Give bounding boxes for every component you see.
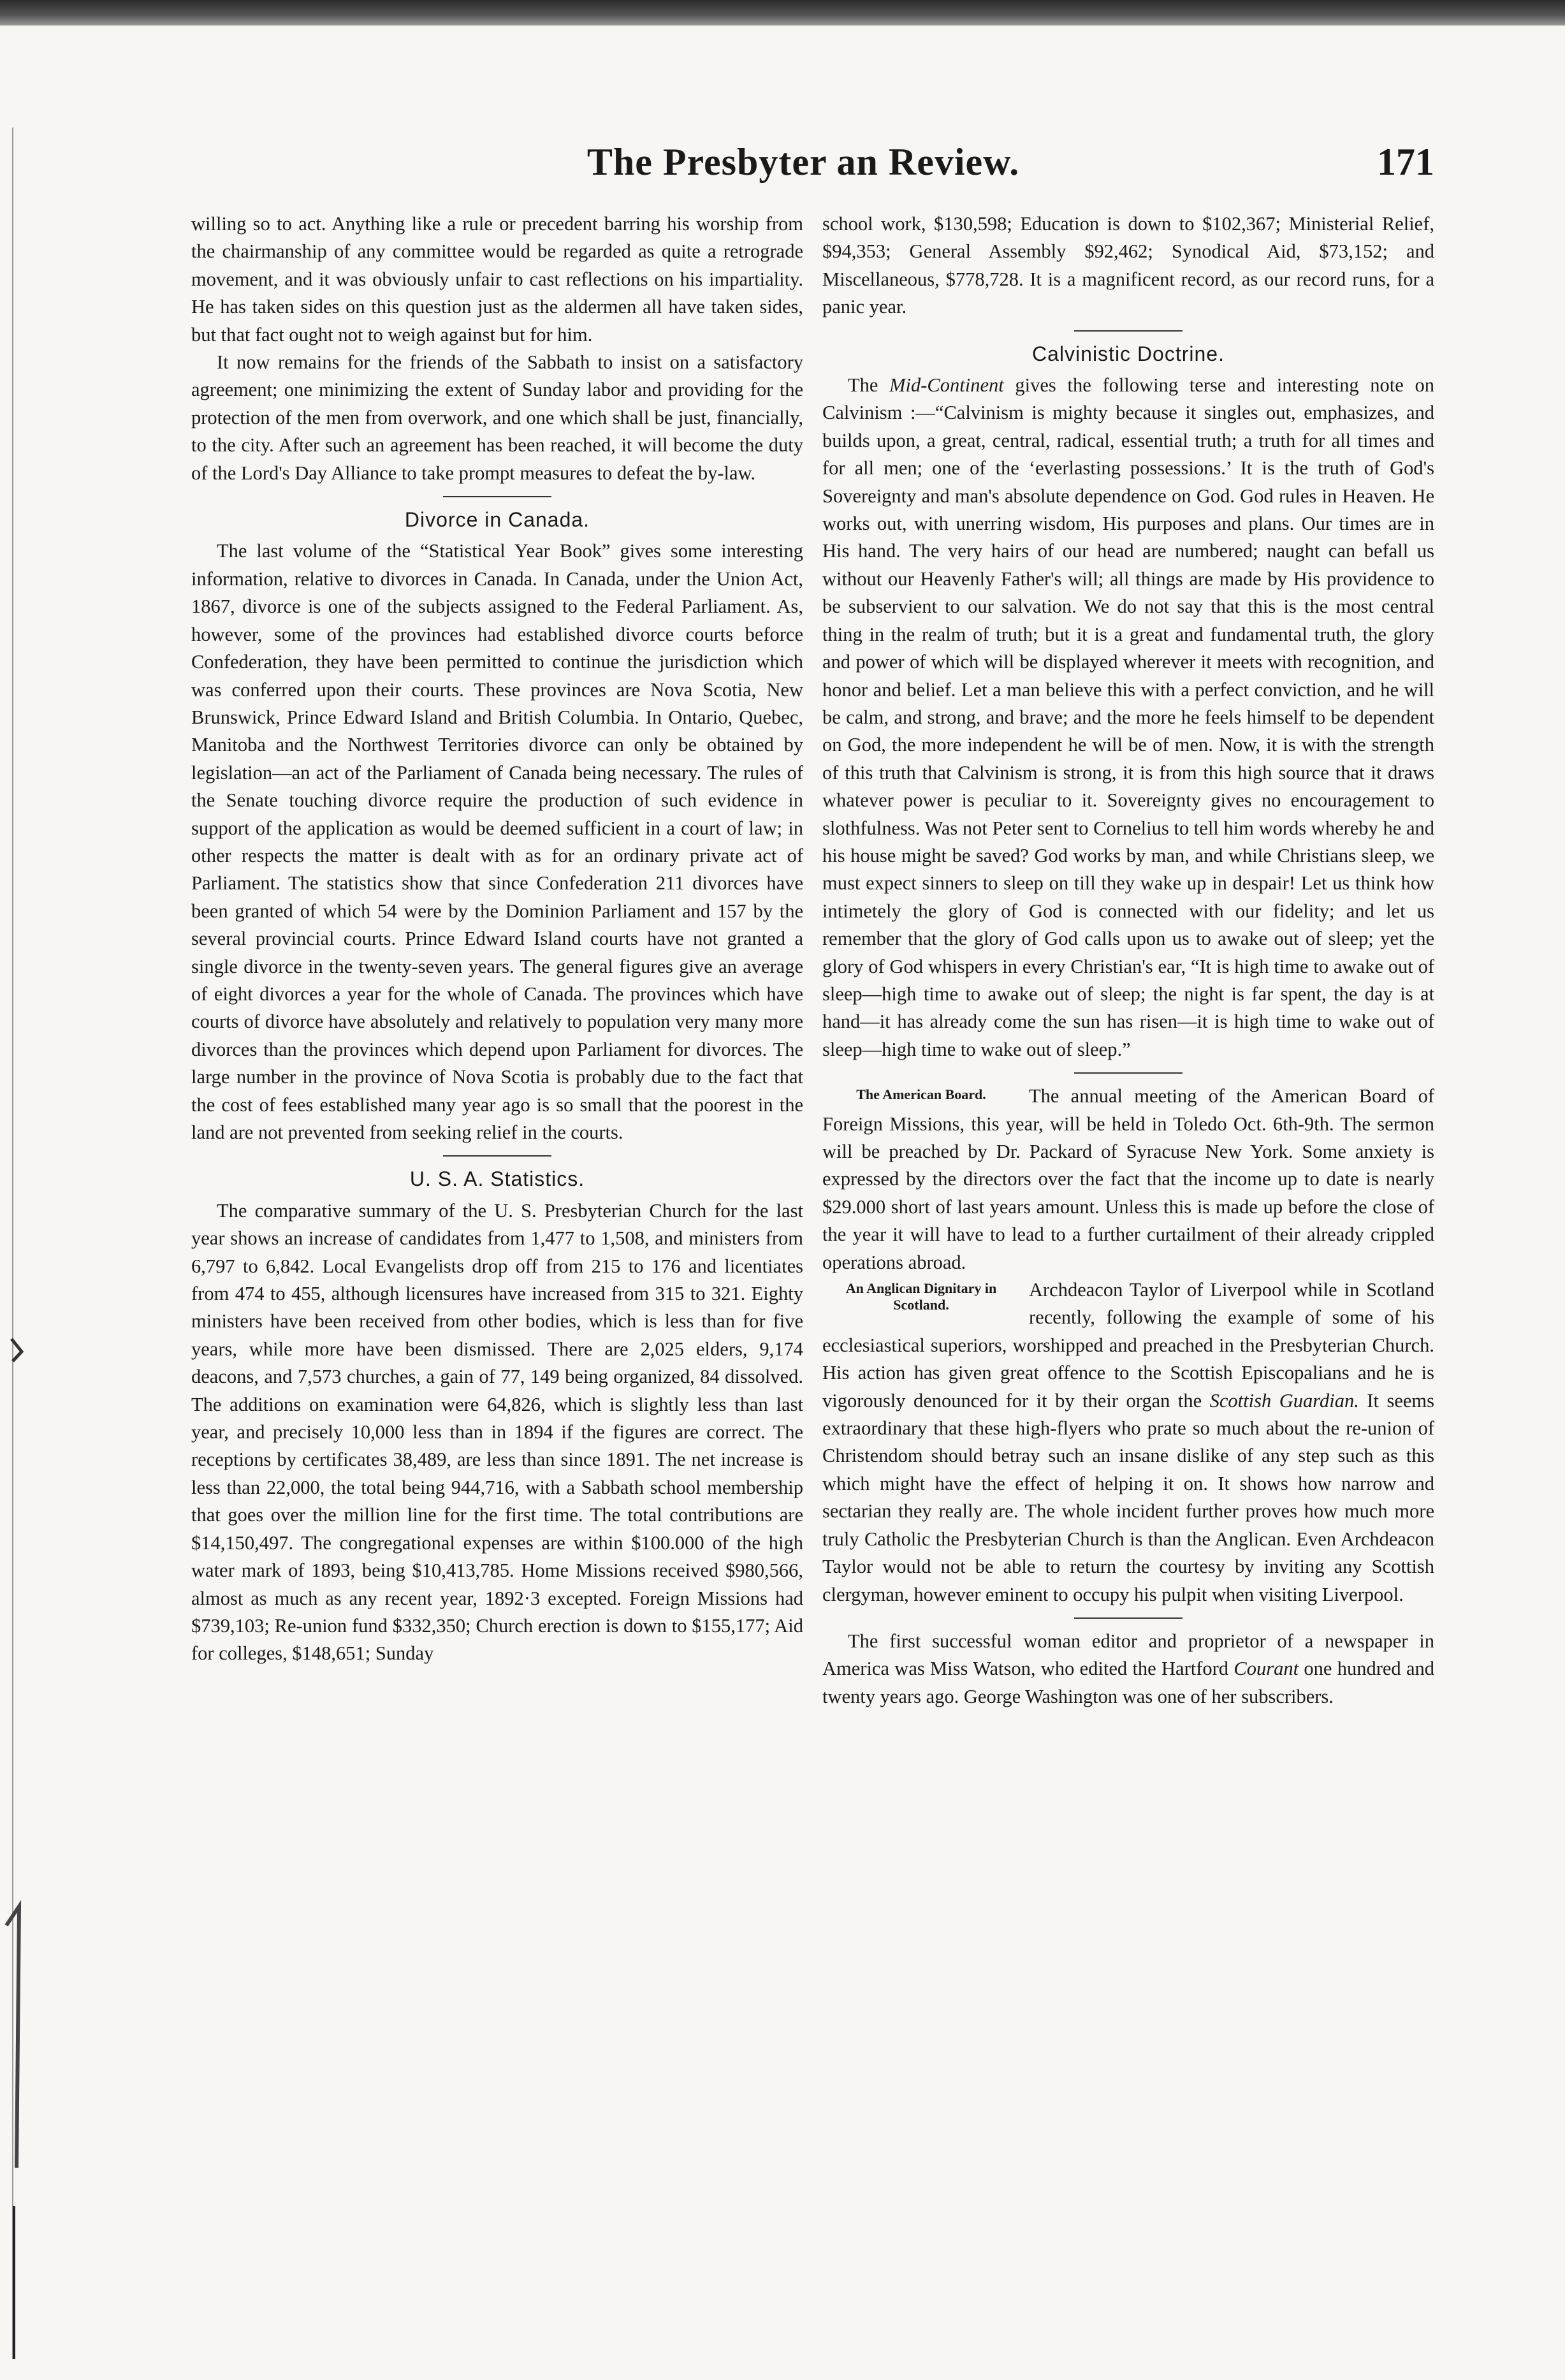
section-divider bbox=[1074, 330, 1183, 332]
scan-top-band bbox=[0, 0, 1565, 26]
page-number: 171 bbox=[1377, 141, 1434, 183]
section-divider bbox=[1074, 1617, 1183, 1619]
section-divider bbox=[1074, 1072, 1183, 1074]
paragraph bbox=[822, 1083, 1434, 1276]
paragraph bbox=[822, 1628, 1434, 1711]
side-heading: The American Board. bbox=[856, 1086, 986, 1103]
page-header bbox=[185, 140, 1434, 198]
section-heading: Calvinistic Doctrine. bbox=[1032, 342, 1225, 365]
paragraph: It now remains for the friends of the Sabbath to insist on a satisfactory agreement; one minimizing the extent of Sunday labor and providing for the protection of the men from overwork, and one which shall be just, financially, to the city. After such an agreement has been reached, it will become the duty of the Lord's Day Alliance to take prompt measures to defeat the by-law. bbox=[191, 351, 803, 484]
publication-name: Mid-Continent bbox=[889, 374, 1004, 397]
paragraph: willing so to act. Anything like a rule or precedent barring his worship from the chairmanship of any committee would be regarded as quite a retrograde movement, and it was obviously unfair to cast reflections on his impartiality. He has taken sides on this question just as the aldermen all have taken sides, but that fact ought not to weigh against but for him. bbox=[191, 213, 803, 346]
left-column bbox=[191, 210, 803, 1668]
paragraph: The comparative summary of the U. S. Presbyterian Church for the last year shows an increase of candidates from 1,477 to 1,508, and ministers from 6,797 to 6,842. Local Evangelists drop off from 215 to 176 and licentiates from 474 to 455, although licensures have increased from 315 to 321. Eighty ministers have been received from other bodies, which is less than for five years, while more have been dismissed. There are 2,025 elders, 9,174 deacons, and 7,573 churches, a gain of 77, 149 being organized, 84 dissolved. The additions on examination were 64,826, which is slightly less than last year, and precisely 10,000 less than in 1894 if the figures are correct. The receptions by certificates 38,489, are less than since 1891. The net increase is less than 22,000, the total being 944,716, with a Sabbath school membership that goes over the million line for the first time. The total contributions are $14,150,497. The congregational expenses are within $100.000 of the high water mark of 1893, being $10,413,785. Home Missions received $980,566, almost as much as any recent year, 1892·3 excepted. Foreign Missions had $739,103; Re-union fund $332,350; Church erection is down to $155,177; Aid for colleges, $148,651; Sunday bbox=[191, 1199, 803, 1665]
text-run: The first successful woman editor and proprietor of a newspaper in America was Miss Watson, who edited the Hartford bbox=[822, 1630, 1434, 1680]
side-heading: An Anglican Dignitary in Scotland. bbox=[845, 1280, 997, 1313]
section-heading: U. S. A. Statistics. bbox=[409, 1167, 585, 1191]
publication-name: Scottish Guardian. bbox=[1209, 1389, 1359, 1412]
text-run: The annual meeting of the American Board of Foreign Missions, this year, will be held in Toledo Oct. 6th-9th. The sermon will be preached by Dr. Packard of Syracuse New York. Some anxiety is expressed by the directors over the fact that the income up to date is nearly $29.000 short of last years amount. Unless this is made up before the close of the year it will have to lead to a further curtailment of their already crippled operations abroad. bbox=[822, 1085, 1434, 1273]
section-divider bbox=[443, 1155, 551, 1157]
paragraph: The last volume of the “Statistical Year Book” gives some interesting information, relative to divorces in Canada. In Canada, under the Union Act, 1867, divorce is one of the subjects assigned to the Federal Parliament. As, however, some of the provinces had established divorce courts beforce Confederation, they have been permitted to continue the jurisdiction which was conferred upon their courts. These provinces are Nova Scotia, New Brunswick, Prince Edward Island and British Columbia. In Ontario, Quebec, Manitoba and the Northwest Territories divorce can only be obtained by legislation—an act of the Parliament of Canada being necessary. The rules of the Senate touching divorce require the production of such evidence in support of the application as would be deemed sufficient in a court of law; in other respects the matter is dealt with as for an ordinary private act of Parliament. The statistics show that since Confederation 211 divorces have been granted of which 54 were by the Dominion Parliament and 157 by the several provincial courts. Prince Edward Island courts have not granted a single divorce in the twenty-seven years. The general figures give an average of eight divorces a year for the whole of Canada. The provinces which have courts of divorce have absolutely and relatively to population very many more divorces than the provinces which depend upon Parliament for divorces. The large number in the province of Nova Scotia is probably due to the fact that the cost of fees established many year ago is so small that the poorest in the land are not prevented from seeking relief in the courts. bbox=[191, 540, 803, 1143]
section-divider bbox=[443, 496, 551, 497]
text-run: Archdeacon Taylor of Liverpool while in Scotland recently, following the example of some of his ecclesiastical superiors, worshipped and preached in the Presbyterian Church. His action has given great offence to the Scottish Episcopalians and he is vigorously denounced for it by their organ the bbox=[822, 1279, 1434, 1412]
text-run: The bbox=[848, 374, 890, 397]
running-title: The Presbyter an Review. bbox=[586, 141, 1020, 183]
paragraph: school work, $130,598; Education is down to $102,367; Ministerial Relief, $94,353; General Assembly $92,462; Synodical Aid, $73,152; and Miscellaneous, $778,728. It is a magnificent record, as our record runs, for a panic year. bbox=[822, 213, 1434, 318]
text-run: one hundred and twenty years ago. George Washington was one of her subscribers. bbox=[822, 1658, 1434, 1707]
margin-scan-marks bbox=[0, 128, 45, 2359]
publication-name: Courant bbox=[1234, 1658, 1299, 1680]
text-run: It seems extraordinary that these high-flyers who prate so much about the re-union of Christendom should betray such an insane dislike of any step such as this which might have the effect of helping it on. It shows how narrow and sectarian they really are. The whole incident further proves how much more truly Catholic the Presbyterian Church is than the Anglican. Even Archdeacon Taylor would not be able to return the courtesy by inviting any Scottish clergyman, however eminent to occupy his pulpit when visiting Liverpool. bbox=[822, 1389, 1434, 1605]
paragraph bbox=[822, 372, 1434, 1063]
section-heading: Divorce in Canada. bbox=[404, 508, 590, 532]
text-run: gives the following terse and interesting note on Calvinism :—“Calvinism is mighty because it singles out, emphasizes, and builds upon, a great, central, radical, essential truth; a truth for all times and for all men; one of the ‘everlasting possessions.’ It is the truth of God's Sovereignty and man's absolute dependence on God. God rules in Heaven. He works out, with unerring wisdom, His purposes and plans. Our times are in His hand. The very hairs of our head are numbered; naught can befall us without our Heavenly Father's will; all things are made by His providence to be subservient to our salvation. We do not say that this is the most central thing in the realm of truth; but it is a great and fundamental truth, the glory and power of which will be displayed wherever it meets with recognition, and honor and belief. Let a man believe this with a perfect conviction, and he will be calm, and strong, and brave; and the more he feels himself to be dependent on God, the more independent he will be of men. Now, it is with the strength of this truth that Calvinism is strong, it is from this high source that it draws whatever power is peculiar to it. Sovereignty gives no encouragement to slothfulness. Was not Peter sent to Cornelius to tell him words whereby he and his house might be saved? God works by man, and while Christians sleep, we must expect sinners to sleep on till they wake up in despair! Let us think how intimetely the glory of God is connected with our fidelity; and let us remember that the glory of God calls upon us to awake out of sleep; yet the glory of God whispers in every Christian's ear, “It is high time to awake out of sleep—high time to awake out of sleep; the night is far spent, the day is at hand—it has already come the sun has risen—it is high time to wake out of sleep—high time to wake out of sleep.” bbox=[822, 374, 1434, 1060]
right-column bbox=[822, 210, 1434, 1711]
paragraph bbox=[822, 1276, 1434, 1609]
